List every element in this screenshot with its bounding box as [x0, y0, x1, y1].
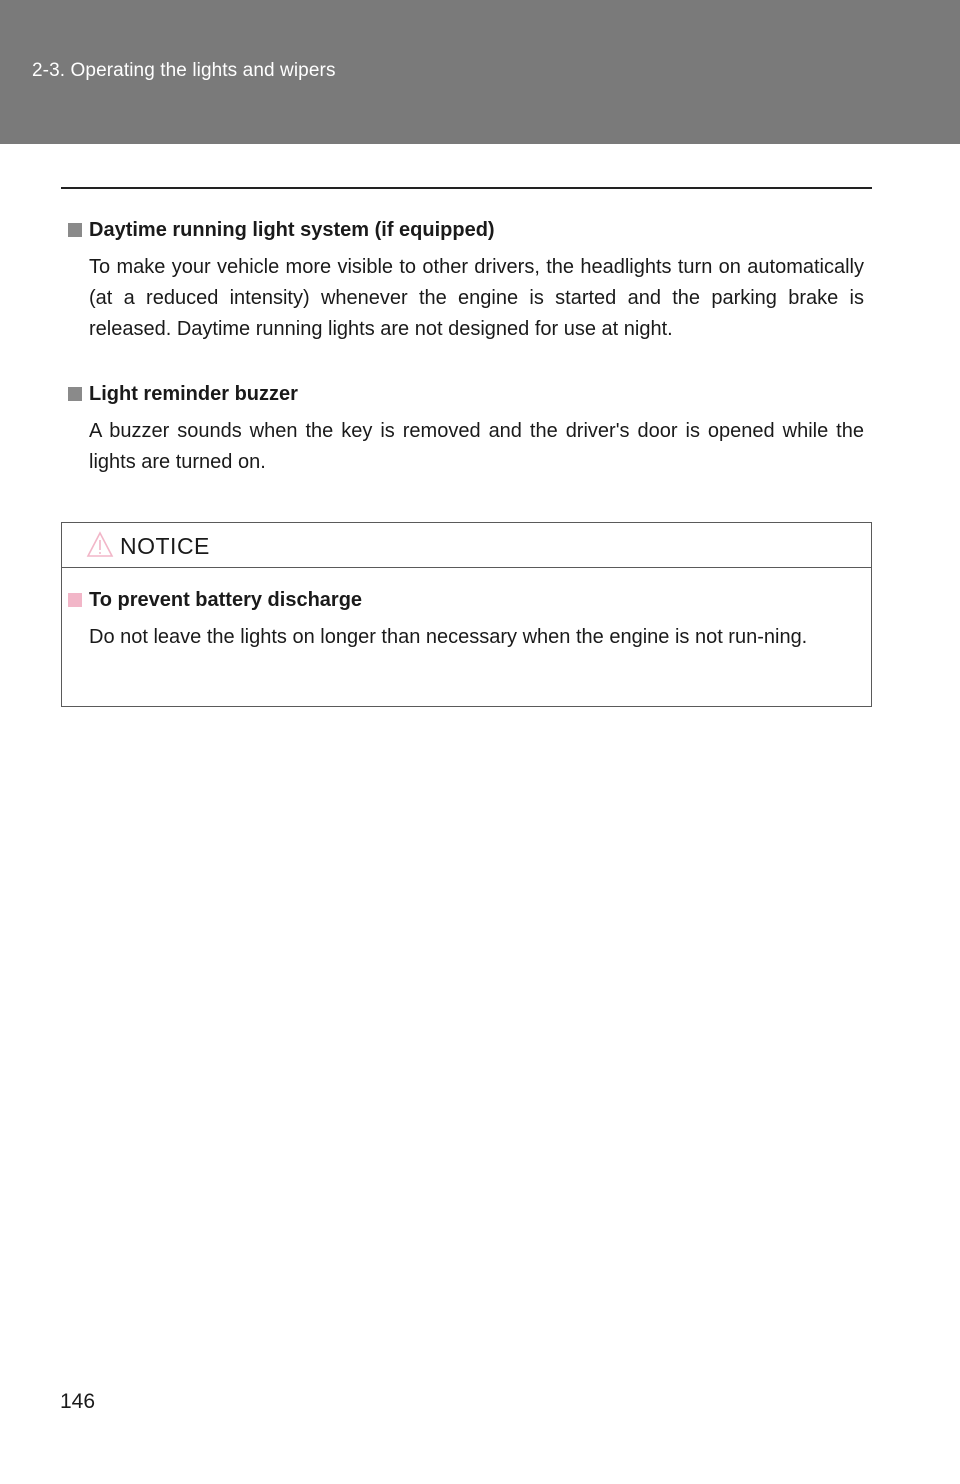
warning-triangle-icon	[86, 531, 114, 559]
square-bullet-icon	[68, 593, 82, 607]
section-body: To make your vehicle more visible to other drivers, the headlights turn on automatically (at a reduced intensity) whenever the engine is started and the parking brake is released. Daytime running lights are not designed for use at night.	[89, 256, 864, 340]
chapter-title: 2-3. Operating the lights and wipers	[32, 60, 336, 81]
notice-body-text: Do not leave the lights on longer than necessary when the engine is not run-ning.	[89, 626, 808, 648]
page-header	[0, 0, 960, 144]
page-number: 146	[60, 1390, 96, 1413]
notice-heading: To prevent battery discharge	[89, 589, 363, 611]
section-heading: Light reminder buzzer	[89, 383, 298, 405]
square-bullet-icon	[68, 223, 82, 237]
section-heading: Daytime running light system (if equipped)	[89, 219, 495, 241]
notice-header	[62, 523, 871, 568]
notice-title: NOTICE	[120, 533, 210, 559]
notice-content	[68, 588, 864, 653]
section-body: A buzzer sounds when the key is removed and the driver's door is opened while the lights are turned on.	[89, 420, 864, 473]
section-daytime-running-light	[68, 218, 864, 345]
notice-box	[61, 522, 872, 707]
square-bullet-icon	[68, 387, 82, 401]
divider-rule	[61, 187, 872, 189]
section-light-reminder	[68, 382, 864, 478]
